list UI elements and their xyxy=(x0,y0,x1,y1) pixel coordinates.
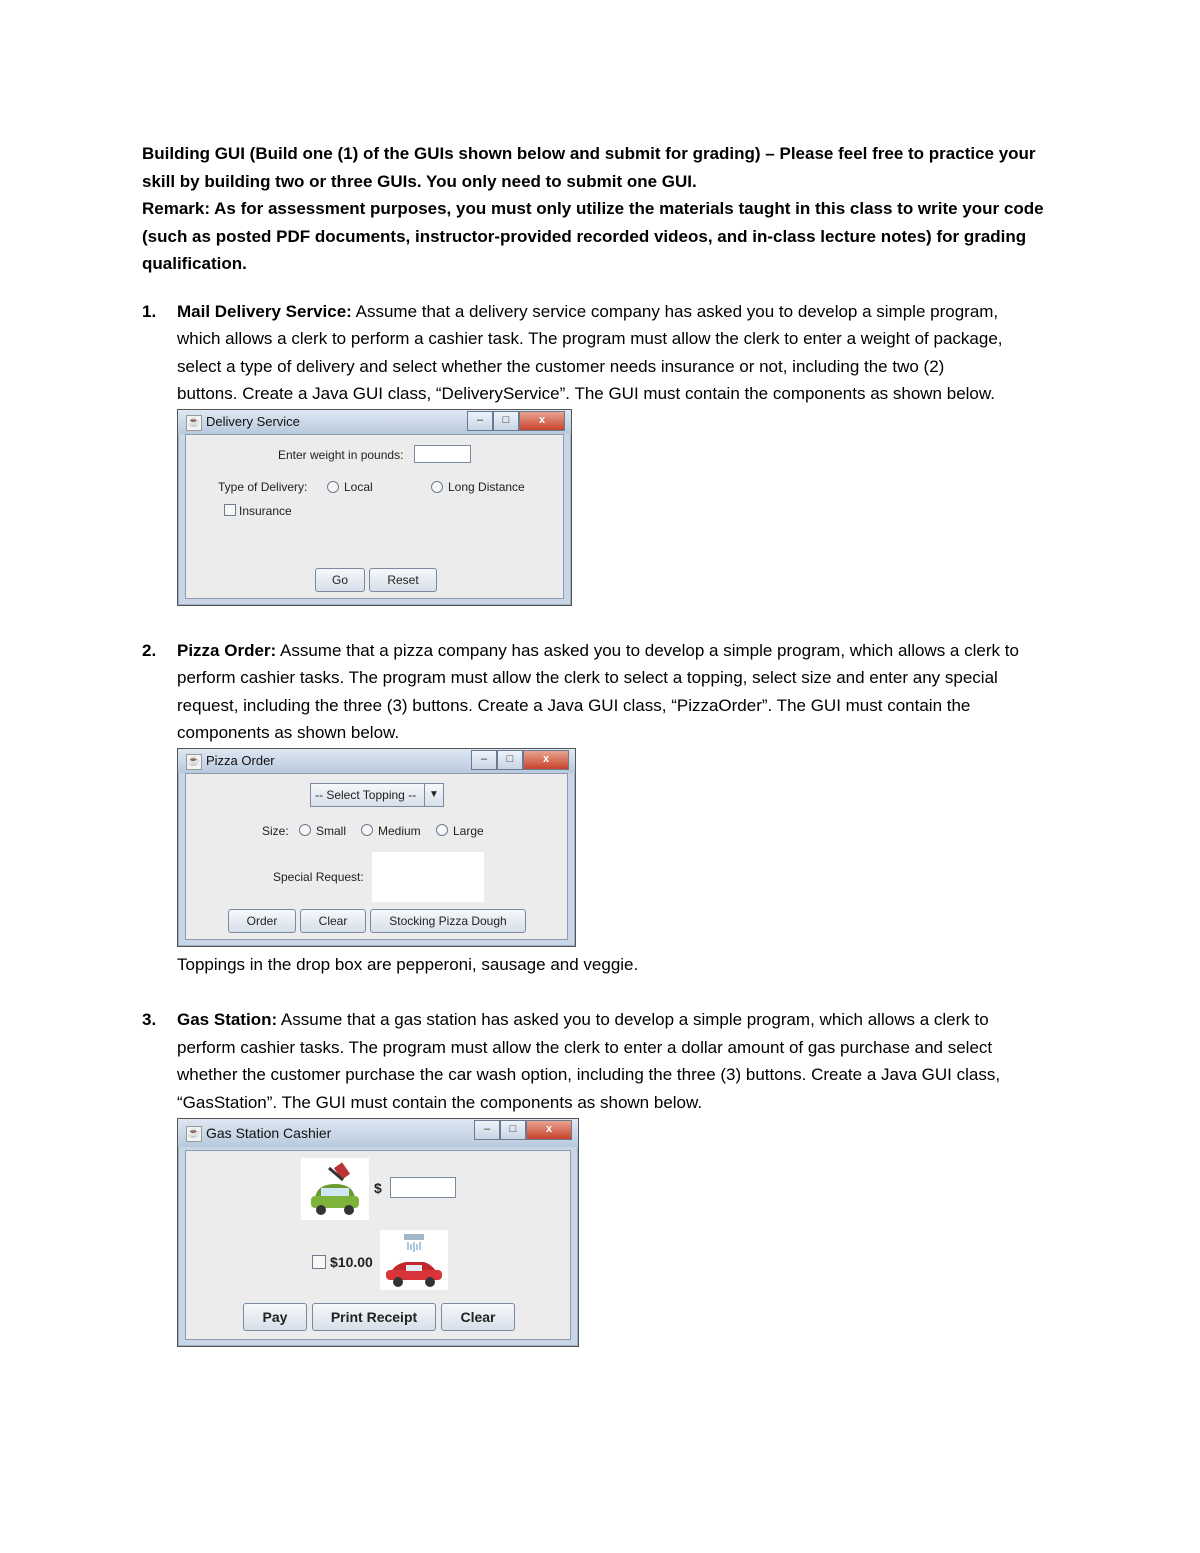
local-radio[interactable] xyxy=(327,481,339,493)
insurance-label: Insurance xyxy=(239,504,292,518)
medium-radio-label: Medium xyxy=(378,824,421,838)
window-content xyxy=(185,1150,571,1340)
pizza-order-window xyxy=(177,748,576,947)
item1-line-3: select a type of delivery and select whether the customer needs insurance or not, including the two (2) xyxy=(177,357,945,376)
close-button[interactable]: x xyxy=(523,750,569,770)
car-wash-icon xyxy=(380,1230,448,1290)
maximize-button[interactable]: □ xyxy=(497,750,523,770)
item1-number: 1. xyxy=(142,302,157,321)
item2-line-1-text: Assume that a pizza company has asked you to develop a simple program, which allows a clerk to xyxy=(276,641,1019,660)
minimize-button[interactable]: – xyxy=(474,1120,500,1140)
delivery-type-label: Type of Delivery: xyxy=(218,480,308,494)
intro-line-4: (such as posted PDF documents, instructor-provided recorded videos, and in-class lecture notes) for grading xyxy=(142,227,1027,246)
item2-line-2: perform cashier tasks. The program must allow the clerk to select a topping, select size and enter any special xyxy=(177,668,998,687)
item2-note: Toppings in the drop box are pepperoni, sausage and veggie. xyxy=(177,955,639,974)
chevron-down-icon[interactable]: ▼ xyxy=(424,784,443,806)
item3-line-1-text: Assume that a gas station has asked you to develop a simple program, which allows a clerk to xyxy=(277,1010,989,1029)
item2-line-4: components as shown below. xyxy=(177,723,400,742)
minimize-button[interactable]: – xyxy=(471,750,497,770)
long-distance-radio[interactable] xyxy=(431,481,443,493)
item2-line-1 xyxy=(177,637,1019,665)
item1-line-4: buttons. Create a Java GUI class, “DeliveryService”. The GUI must contain the components as shown below. xyxy=(177,384,995,403)
medium-radio[interactable] xyxy=(361,824,373,836)
print-receipt-button[interactable]: Print Receipt xyxy=(312,1303,436,1331)
item2-number: 2. xyxy=(142,641,157,660)
clear-button[interactable]: Clear xyxy=(441,1303,515,1331)
item1-title: Mail Delivery Service: xyxy=(177,302,352,321)
size-label: Size: xyxy=(262,824,289,838)
window-content xyxy=(185,773,568,940)
weight-input[interactable] xyxy=(414,445,471,463)
go-button[interactable]: Go xyxy=(315,568,365,592)
window-titlebar xyxy=(178,410,571,434)
reset-button[interactable]: Reset xyxy=(369,568,437,592)
minimize-button[interactable]: – xyxy=(467,411,493,431)
maximize-button[interactable]: □ xyxy=(500,1120,526,1140)
item2-line-3: request, including the three (3) buttons. Create a Java GUI class, “PizzaOrder”. The GUI must contain the xyxy=(177,696,971,715)
large-radio[interactable] xyxy=(436,824,448,836)
insurance-checkbox[interactable] xyxy=(224,504,236,516)
item3-number: 3. xyxy=(142,1010,157,1029)
order-button[interactable]: Order xyxy=(228,909,296,933)
remark-text: As for assessment purposes, you must only utilize the materials taught in this class to write your code xyxy=(210,199,1044,218)
gas-station-window xyxy=(177,1118,579,1347)
gas-amount-input[interactable] xyxy=(390,1177,456,1198)
java-icon: ☕ xyxy=(186,754,202,770)
item3-line-3: whether the customer purchase the car wash option, including the three (3) buttons. Create a Java GUI class, xyxy=(177,1065,1001,1084)
item1-line-1 xyxy=(177,298,998,326)
intro-line-3 xyxy=(142,195,1044,223)
pay-button[interactable]: Pay xyxy=(243,1303,307,1331)
java-icon: ☕ xyxy=(186,1126,202,1142)
item3-line-2: perform cashier tasks. The program must allow the clerk to enter a dollar amount of gas purchase and select xyxy=(177,1038,993,1057)
car-wash-price-label: $10.00 xyxy=(330,1254,373,1270)
small-radio-label: Small xyxy=(316,824,347,838)
window-content xyxy=(185,434,564,599)
intro-line-5: qualification. xyxy=(142,254,247,273)
special-request-input[interactable] xyxy=(372,852,484,902)
item3-line-1 xyxy=(177,1006,989,1034)
remark-label: Remark: xyxy=(142,199,211,218)
item3-title: Gas Station: xyxy=(177,1010,278,1029)
gas-pump-car-icon xyxy=(301,1158,369,1220)
intro-line-1: Building GUI (Build one (1) of the GUIs shown below and submit for grading) – Please feel free to practice your xyxy=(142,144,1036,163)
topping-combo-value: -- Select Topping -- xyxy=(315,788,417,802)
intro-line-2: skill by building two or three GUIs. You only need to submit one GUI. xyxy=(142,172,697,191)
window-titlebar xyxy=(178,1119,578,1147)
special-request-label: Special Request: xyxy=(273,870,364,884)
item2-title: Pizza Order: xyxy=(177,641,277,660)
local-radio-label: Local xyxy=(344,480,373,494)
window-title: Delivery Service xyxy=(206,414,300,429)
long-distance-radio-label: Long Distance xyxy=(448,480,525,494)
stocking-pizza-dough-button[interactable]: Stocking Pizza Dough xyxy=(370,909,526,933)
window-title: Gas Station Cashier xyxy=(206,1125,332,1141)
dollar-label: $ xyxy=(374,1180,382,1196)
java-icon: ☕ xyxy=(186,415,202,431)
delivery-service-window xyxy=(177,409,572,606)
clear-button[interactable]: Clear xyxy=(300,909,366,933)
topping-combo[interactable] xyxy=(310,783,444,807)
window-titlebar xyxy=(178,749,575,773)
item1-line-2: which allows a clerk to perform a cashier task. The program must allow the clerk to enter a weight of package, xyxy=(177,329,1003,348)
weight-label: Enter weight in pounds: xyxy=(278,448,404,462)
maximize-button[interactable]: □ xyxy=(493,411,519,431)
small-radio[interactable] xyxy=(299,824,311,836)
large-radio-label: Large xyxy=(453,824,484,838)
item3-line-4: “GasStation”. The GUI must contain the components as shown below. xyxy=(177,1093,703,1112)
item1-line-1-text: Assume that a delivery service company has asked you to develop a simple program, xyxy=(351,302,999,321)
close-button[interactable]: x xyxy=(526,1120,572,1140)
close-button[interactable]: x xyxy=(519,411,565,431)
car-wash-checkbox[interactable] xyxy=(312,1255,326,1269)
window-title: Pizza Order xyxy=(206,753,275,768)
